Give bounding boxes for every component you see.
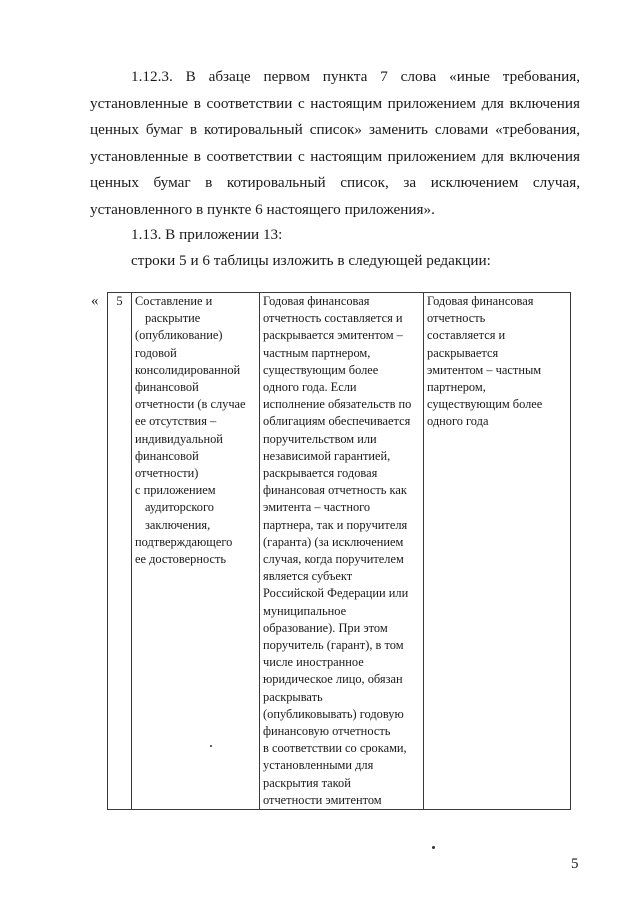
cell-line: Годовая финансовая <box>263 294 370 308</box>
cell-line: финансовой <box>135 380 199 395</box>
cell-line: случая, когда поручителем <box>263 552 404 567</box>
cell-line: Российской Федерации или <box>263 586 409 601</box>
cell-line: поручитель (гарант), в том <box>263 638 404 653</box>
text-line: установленные в соответствии с настоящим приложением для включения <box>90 147 580 165</box>
cell-line: эмитента – частного <box>263 500 371 515</box>
cell-line: одного года <box>427 414 489 429</box>
text-line: установленные в соответствии с настоящим приложением для включения <box>90 94 580 112</box>
cell-line: консолидированной <box>135 362 241 377</box>
cell-line: (опубликовывать) годовую <box>263 706 404 721</box>
cell-line: финансовую отчетность <box>263 724 391 739</box>
cell-line: ее отсутствия – <box>135 414 217 429</box>
cell-line: с приложением <box>135 483 216 498</box>
cell-line: аудиторского <box>145 500 214 515</box>
cell-line: отчетность <box>427 311 486 326</box>
cell-line: (гаранта) (за исключением <box>263 534 404 549</box>
cell-line: партнером, <box>427 380 486 395</box>
cell-line: индивидуальной <box>135 431 223 446</box>
cell-line: муниципальное <box>263 603 347 618</box>
cell-line: заключения, <box>145 517 211 532</box>
text-line: 1.12.3. В абзаце первом пункта 7 слова «иные требования, <box>131 68 580 85</box>
cell-line: установленными для <box>263 758 374 773</box>
cell-line: Составление и <box>135 294 213 308</box>
cell-line: числе иностранное <box>263 655 364 670</box>
text-line: ценных бумаг в котировальный список» заменить словами «требования, <box>90 121 580 138</box>
cell-line: финансовой <box>135 448 199 463</box>
scan-speck <box>210 745 212 747</box>
text-line: установленного в пункте 6 настоящего приложения». <box>90 200 435 218</box>
cell-line: раскрывается годовая <box>263 466 378 481</box>
cell-line: отчетности (в случае <box>135 397 246 412</box>
cell-line: финансовая отчетность как <box>263 483 407 498</box>
text-line: ценных бумаг в котировальный список, за исключением случая, <box>90 174 580 191</box>
cell-line: частным партнером, <box>263 345 371 360</box>
cell-line: образование). При этом <box>263 620 388 635</box>
cell-line: в соответствии со сроками, <box>263 741 407 756</box>
cell-line: подтверждающего <box>135 534 233 549</box>
cell-line: существующим более <box>427 397 543 412</box>
cell-line: ее достоверность <box>135 552 227 567</box>
table-row <box>108 293 571 810</box>
page-number: 5 <box>571 856 579 872</box>
cell-line: исполнение обязательств по <box>263 397 412 412</box>
cell-line: является субъект <box>263 569 353 584</box>
cell-line: одного года. Если <box>263 380 357 395</box>
cell-line: юридическое лицо, обязан <box>263 672 403 687</box>
cell-line: раскрытие <box>145 311 201 326</box>
row-requirement-cell-second <box>424 293 571 810</box>
cell-line: эмитентом – частным <box>427 362 542 377</box>
row-name-cell <box>132 293 260 810</box>
amendment-table <box>107 292 571 810</box>
paragraph-1-13: 1.13. В приложении 13: <box>131 226 283 243</box>
cell-line: облигациям обеспечивается <box>263 414 411 429</box>
cell-line: составляется и <box>427 328 506 343</box>
opening-quote-mark: « <box>91 293 99 309</box>
row-requirement-cell <box>260 293 424 810</box>
cell-line: годовой <box>135 345 177 360</box>
cell-line: раскрывается <box>427 345 499 360</box>
cell-line: раскрытия такой <box>263 775 351 790</box>
row-number-cell: 5 <box>108 293 132 810</box>
cell-line: Годовая финансовая <box>427 294 534 308</box>
scan-speck <box>432 846 435 849</box>
cell-line: раскрывать <box>263 689 323 704</box>
cell-line: партнера, так и поручителя <box>263 517 408 532</box>
cell-line: раскрывается эмитентом – <box>263 328 403 343</box>
cell-line: отчетности) <box>135 466 199 481</box>
cell-line: отчетность составляется и <box>263 311 403 326</box>
paragraph-1-12-3 <box>90 64 580 223</box>
cell-line: независимой гарантией, <box>263 448 391 463</box>
cell-line: существующим более <box>263 362 379 377</box>
cell-line: поручительством или <box>263 431 377 446</box>
cell-line: (опубликование) <box>135 328 223 343</box>
cell-line: отчетности эмитентом <box>263 792 382 807</box>
paragraph-rows-intro: строки 5 и 6 таблицы изложить в следующей редакции: <box>131 252 491 269</box>
